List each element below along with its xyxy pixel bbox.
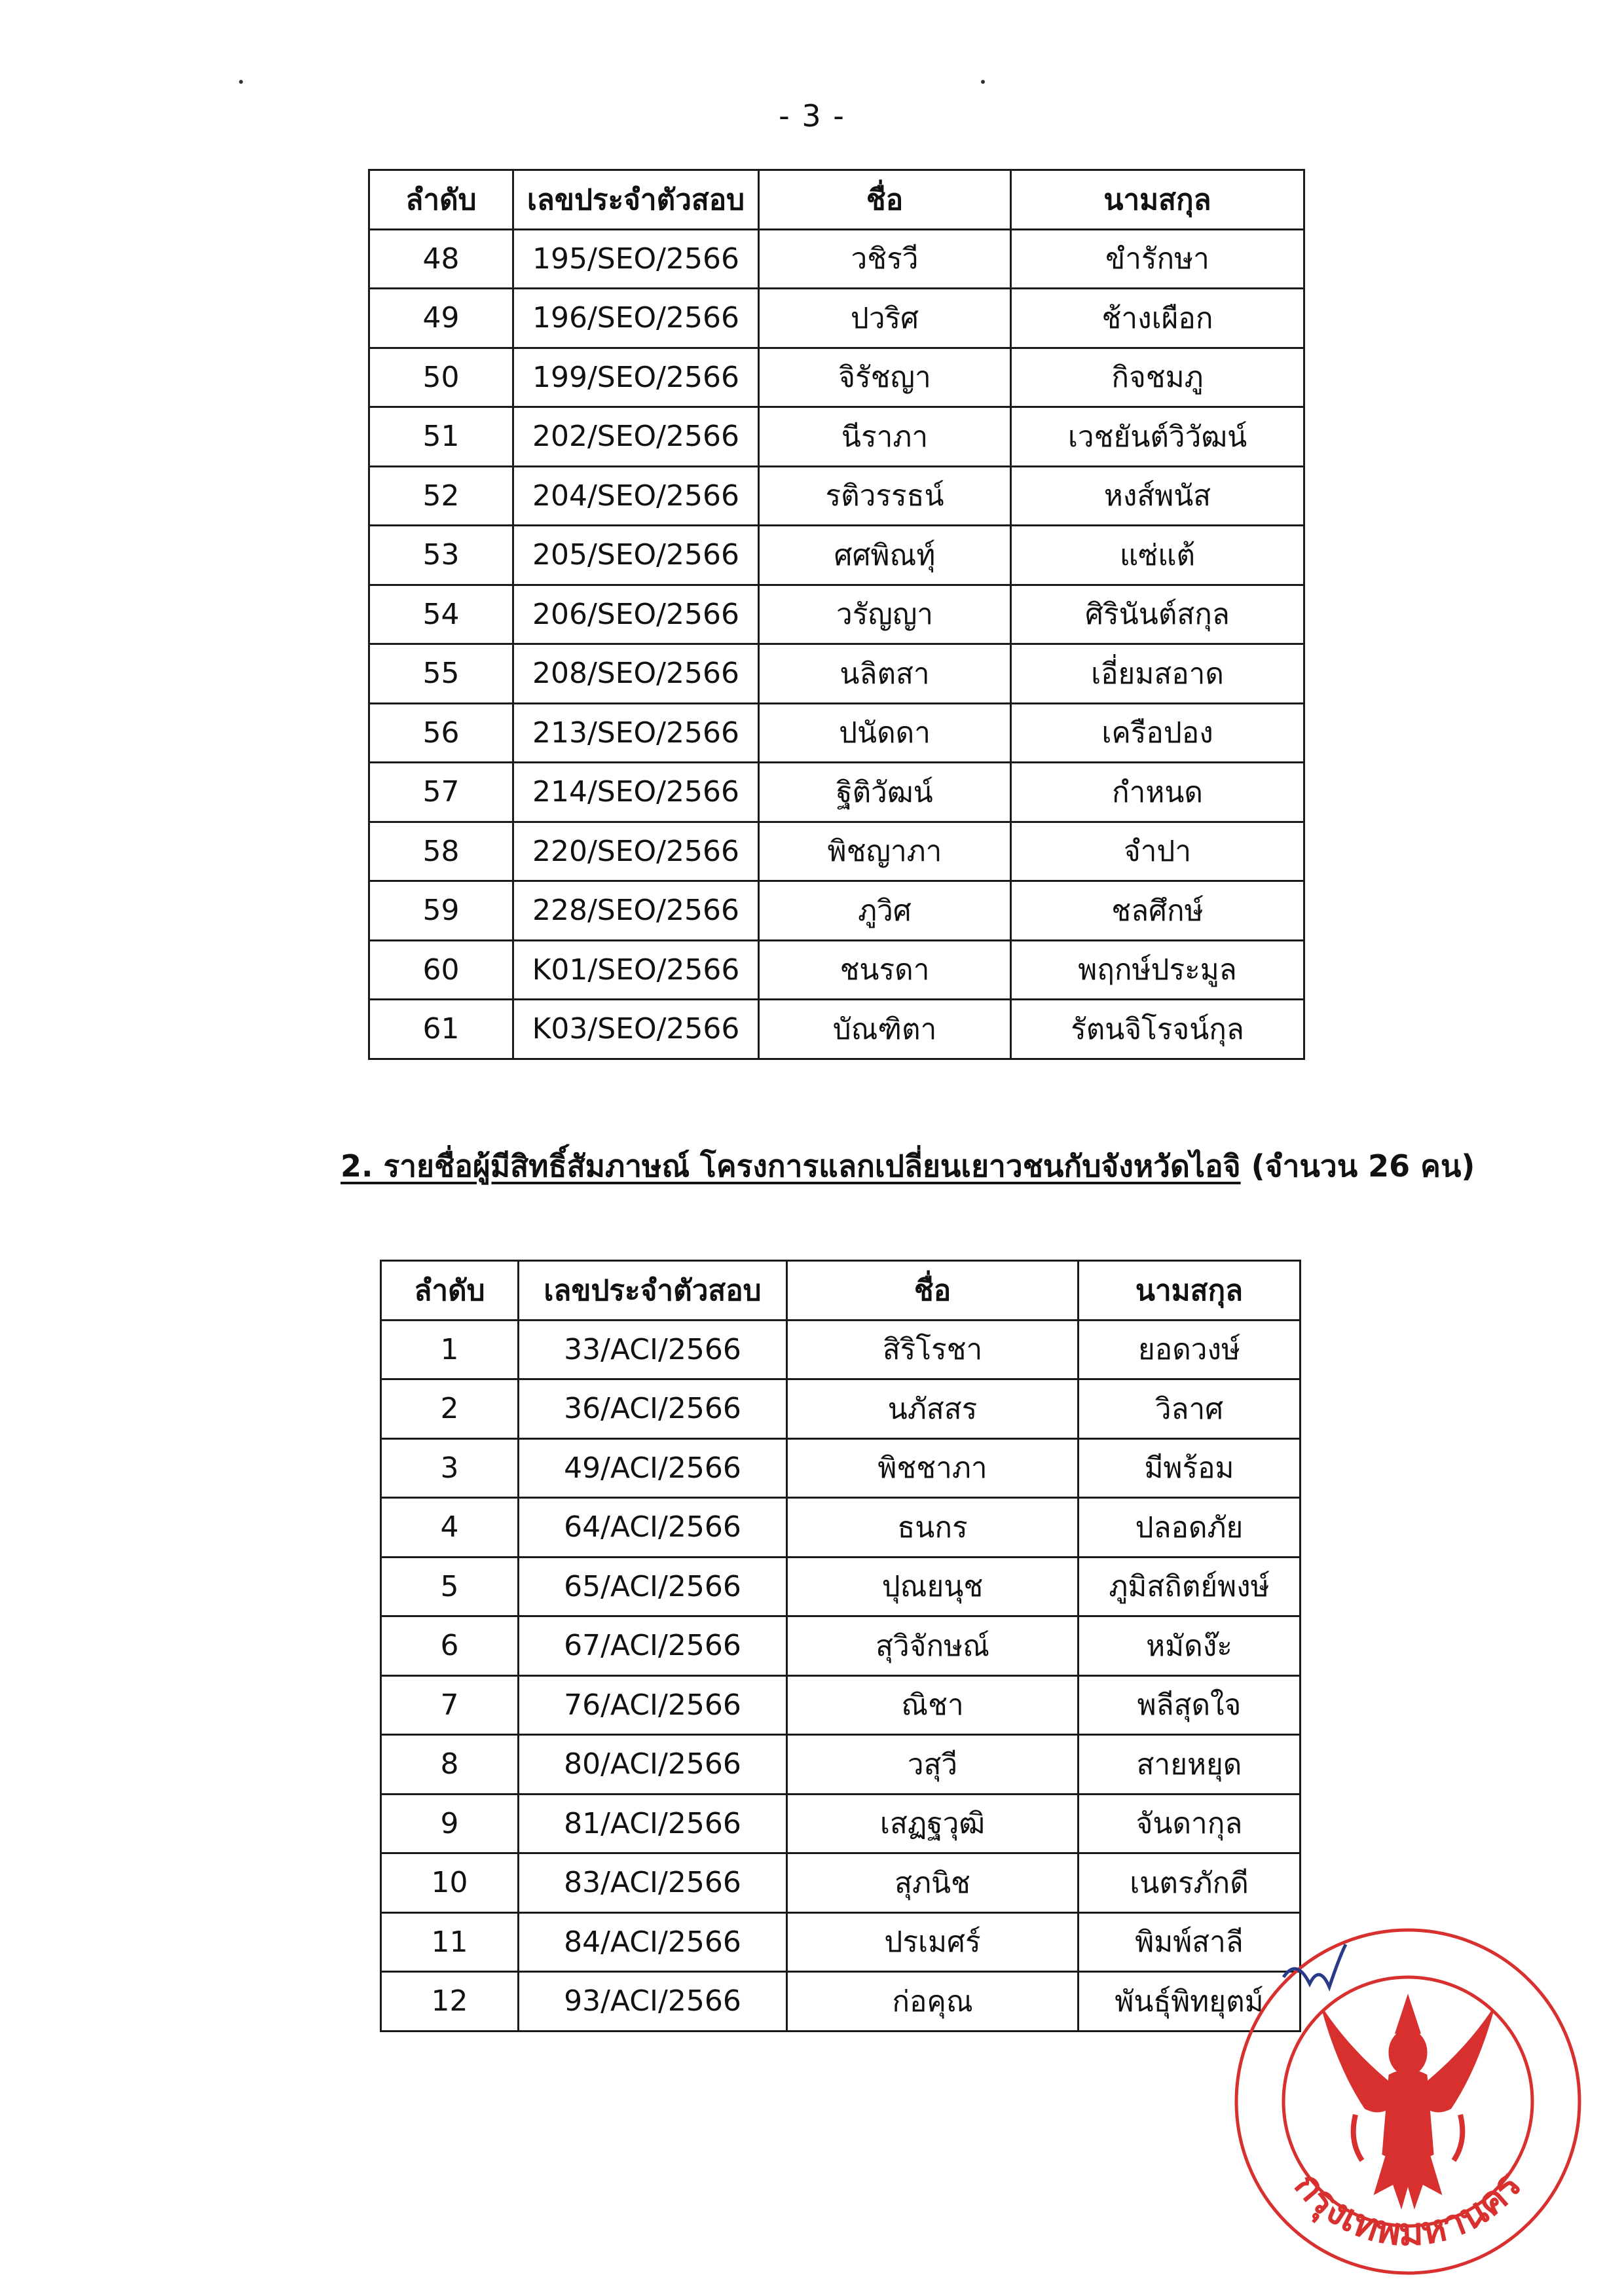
- cell-exam-id: 214/SEO/2566: [513, 763, 759, 822]
- cell-first-name: ณิชา: [787, 1675, 1079, 1735]
- cell-first-name: ก่อคุณ: [787, 1972, 1079, 2032]
- cell-first-name: สุวิจักษณ์: [787, 1616, 1079, 1676]
- cell-exam-id: 65/ACI/2566: [519, 1557, 787, 1616]
- cell-last-name: กิจชมภู: [1011, 348, 1304, 407]
- cell-last-name: ปลอดภัย: [1079, 1498, 1301, 1558]
- cell-last-name: ยอดวงษ์: [1079, 1320, 1301, 1379]
- cell-last-name: หมัดง๊ะ: [1079, 1616, 1301, 1676]
- cell-exam-id: 206/SEO/2566: [513, 585, 759, 644]
- cell-exam-id: 93/ACI/2566: [519, 1972, 787, 2032]
- table-row: [381, 1912, 1301, 1972]
- cell-last-name: รัตนจิโรจน์กุล: [1011, 1000, 1304, 1059]
- cell-order: 55: [369, 644, 513, 704]
- table-row: [381, 1320, 1301, 1379]
- cell-exam-id: 213/SEO/2566: [513, 703, 759, 763]
- cell-exam-id: 205/SEO/2566: [513, 526, 759, 585]
- cell-first-name: บัณฑิตา: [759, 1000, 1011, 1059]
- table-row: [381, 1794, 1301, 1853]
- cell-last-name: จันดากุล: [1079, 1794, 1301, 1853]
- header-last-name: นามสกุล: [1011, 170, 1304, 230]
- interview-list-table-aichi: [380, 1260, 1301, 2032]
- cell-first-name: พิชญาภา: [759, 822, 1011, 881]
- cell-exam-id: 64/ACI/2566: [519, 1498, 787, 1558]
- cell-first-name: ชนรดา: [759, 940, 1011, 1000]
- cell-first-name: ปุณยนุช: [787, 1557, 1079, 1616]
- cell-last-name: พลีสุดใจ: [1079, 1675, 1301, 1735]
- scan-speck: [981, 80, 985, 84]
- table-row: [369, 703, 1304, 763]
- cell-first-name: นภัสสร: [787, 1379, 1079, 1439]
- table-row: [369, 822, 1304, 881]
- cell-last-name: ศิรินันต์สกุล: [1011, 585, 1304, 644]
- cell-exam-id: K01/SEO/2566: [513, 940, 759, 1000]
- cell-exam-id: 204/SEO/2566: [513, 466, 759, 526]
- cell-exam-id: 49/ACI/2566: [519, 1438, 787, 1498]
- table-row: [381, 1498, 1301, 1558]
- cell-exam-id: 33/ACI/2566: [519, 1320, 787, 1379]
- cell-last-name: พฤกษ์ประมูล: [1011, 940, 1304, 1000]
- scan-speck: [239, 80, 243, 84]
- cell-order: 49: [369, 289, 513, 348]
- cell-first-name: ภูวิศ: [759, 881, 1011, 941]
- page-number: - 3 -: [779, 98, 845, 134]
- cell-order: 7: [381, 1675, 519, 1735]
- cell-exam-id: 76/ACI/2566: [519, 1675, 787, 1735]
- cell-order: 52: [369, 466, 513, 526]
- table-header-row: [381, 1261, 1301, 1321]
- cell-first-name: รติวรรธน์: [759, 466, 1011, 526]
- header-exam-id: เลขประจำตัวสอบ: [513, 170, 759, 230]
- table-row: [381, 1379, 1301, 1439]
- cell-first-name: นีราภา: [759, 407, 1011, 467]
- table-row: [369, 526, 1304, 585]
- table-row: [369, 229, 1304, 289]
- cell-order: 57: [369, 763, 513, 822]
- bangkok-seal-stamp: [1225, 1918, 1591, 2285]
- cell-order: 54: [369, 585, 513, 644]
- cell-exam-id: 199/SEO/2566: [513, 348, 759, 407]
- cell-order: 48: [369, 229, 513, 289]
- cell-order: 12: [381, 1972, 519, 2032]
- cell-last-name: สายหยุด: [1079, 1735, 1301, 1795]
- cell-first-name: สิริโรชา: [787, 1320, 1079, 1379]
- cell-exam-id: 195/SEO/2566: [513, 229, 759, 289]
- interview-list-table-seo: [368, 169, 1305, 1060]
- cell-last-name: แซ่แต้: [1011, 526, 1304, 585]
- cell-first-name: ปวริศ: [759, 289, 1011, 348]
- cell-last-name: ขำรักษา: [1011, 229, 1304, 289]
- table-row: [381, 1616, 1301, 1676]
- cell-exam-id: 228/SEO/2566: [513, 881, 759, 941]
- cell-last-name: เอี่ยมสอาด: [1011, 644, 1304, 704]
- cell-order: 6: [381, 1616, 519, 1676]
- cell-order: 8: [381, 1735, 519, 1795]
- cell-last-name: ช้างเผือก: [1011, 289, 1304, 348]
- cell-order: 1: [381, 1320, 519, 1379]
- cell-order: 51: [369, 407, 513, 467]
- svg-text:กรุงเทพมหานคร: กรุงเทพมหานคร: [1285, 2163, 1530, 2255]
- cell-order: 50: [369, 348, 513, 407]
- table-row: [369, 1000, 1304, 1059]
- header-exam-id: เลขประจำตัวสอบ: [519, 1261, 787, 1321]
- section-2-heading: [341, 1142, 1475, 1190]
- table-row: [381, 1438, 1301, 1498]
- cell-first-name: วรัญญา: [759, 585, 1011, 644]
- cell-first-name: จิรัชญา: [759, 348, 1011, 407]
- cell-last-name: พิมพ์สาลี: [1079, 1912, 1301, 1972]
- table-header-row: [369, 170, 1304, 230]
- table-row: [381, 1735, 1301, 1795]
- table-row: [369, 763, 1304, 822]
- cell-exam-id: 220/SEO/2566: [513, 822, 759, 881]
- table-row: [381, 1972, 1301, 2032]
- cell-order: 11: [381, 1912, 519, 1972]
- cell-first-name: ธนกร: [787, 1498, 1079, 1558]
- cell-order: 61: [369, 1000, 513, 1059]
- cell-order: 9: [381, 1794, 519, 1853]
- cell-exam-id: 36/ACI/2566: [519, 1379, 787, 1439]
- section-2-title: 2. รายชื่อผู้มีสิทธิ์สัมภาษณ์ โครงการแลกเปลี่ยนเยาวชนกับจังหวัดไอจิ: [341, 1148, 1241, 1184]
- cell-last-name: มีพร้อม: [1079, 1438, 1301, 1498]
- table-row: [381, 1853, 1301, 1913]
- cell-last-name: เครือปอง: [1011, 703, 1304, 763]
- table-row: [381, 1675, 1301, 1735]
- cell-last-name: วิลาศ: [1079, 1379, 1301, 1439]
- cell-first-name: สุภนิช: [787, 1853, 1079, 1913]
- cell-exam-id: K03/SEO/2566: [513, 1000, 759, 1059]
- cell-last-name: กำหนด: [1011, 763, 1304, 822]
- cell-exam-id: 84/ACI/2566: [519, 1912, 787, 1972]
- cell-first-name: นลิตสา: [759, 644, 1011, 704]
- cell-exam-id: 67/ACI/2566: [519, 1616, 787, 1676]
- cell-first-name: วสุวี: [787, 1735, 1079, 1795]
- cell-exam-id: 202/SEO/2566: [513, 407, 759, 467]
- cell-last-name: เวชยันต์วิวัฒน์: [1011, 407, 1304, 467]
- cell-first-name: วชิรวี: [759, 229, 1011, 289]
- cell-order: 58: [369, 822, 513, 881]
- header-first-name: ชื่อ: [787, 1261, 1079, 1321]
- cell-exam-id: 208/SEO/2566: [513, 644, 759, 704]
- cell-order: 4: [381, 1498, 519, 1558]
- table-row: [369, 289, 1304, 348]
- cell-order: 56: [369, 703, 513, 763]
- cell-first-name: พิชชาภา: [787, 1438, 1079, 1498]
- header-last-name: นามสกุล: [1079, 1261, 1301, 1321]
- cell-order: 60: [369, 940, 513, 1000]
- header-first-name: ชื่อ: [759, 170, 1011, 230]
- table-row: [369, 466, 1304, 526]
- garuda-emblem-icon: [1323, 1997, 1493, 2206]
- table-row: [381, 1557, 1301, 1616]
- cell-order: 53: [369, 526, 513, 585]
- signature-scribble: [1283, 1944, 1346, 1987]
- cell-first-name: เสฏฐวุฒิ: [787, 1794, 1079, 1853]
- cell-order: 5: [381, 1557, 519, 1616]
- cell-last-name: หงส์พนัส: [1011, 466, 1304, 526]
- cell-exam-id: 83/ACI/2566: [519, 1853, 787, 1913]
- table-row: [369, 940, 1304, 1000]
- cell-order: 10: [381, 1853, 519, 1913]
- cell-order: 2: [381, 1379, 519, 1439]
- table-row: [369, 585, 1304, 644]
- cell-first-name: ปรเมศร์: [787, 1912, 1079, 1972]
- cell-first-name: ศศพิณท์ุ: [759, 526, 1011, 585]
- table-row: [369, 407, 1304, 467]
- table-row: [369, 644, 1304, 704]
- cell-last-name: ชลศึกษ์: [1011, 881, 1304, 941]
- cell-order: 59: [369, 881, 513, 941]
- cell-exam-id: 196/SEO/2566: [513, 289, 759, 348]
- cell-exam-id: 81/ACI/2566: [519, 1794, 787, 1853]
- cell-first-name: ฐิติวัฒน์: [759, 763, 1011, 822]
- cell-last-name: ภูมิสถิตย์พงษ์: [1079, 1557, 1301, 1616]
- cell-last-name: จำปา: [1011, 822, 1304, 881]
- table-row: [369, 348, 1304, 407]
- header-order: ลำดับ: [381, 1261, 519, 1321]
- cell-order: 3: [381, 1438, 519, 1498]
- section-2-count: (จำนวน 26 คน): [1240, 1148, 1475, 1184]
- cell-last-name: พันธุ์พิทยุตม์: [1079, 1972, 1301, 2032]
- header-order: ลำดับ: [369, 170, 513, 230]
- table-row: [369, 881, 1304, 941]
- cell-first-name: ปนัดดา: [759, 703, 1011, 763]
- cell-exam-id: 80/ACI/2566: [519, 1735, 787, 1795]
- cell-last-name: เนตรภักดี: [1079, 1853, 1301, 1913]
